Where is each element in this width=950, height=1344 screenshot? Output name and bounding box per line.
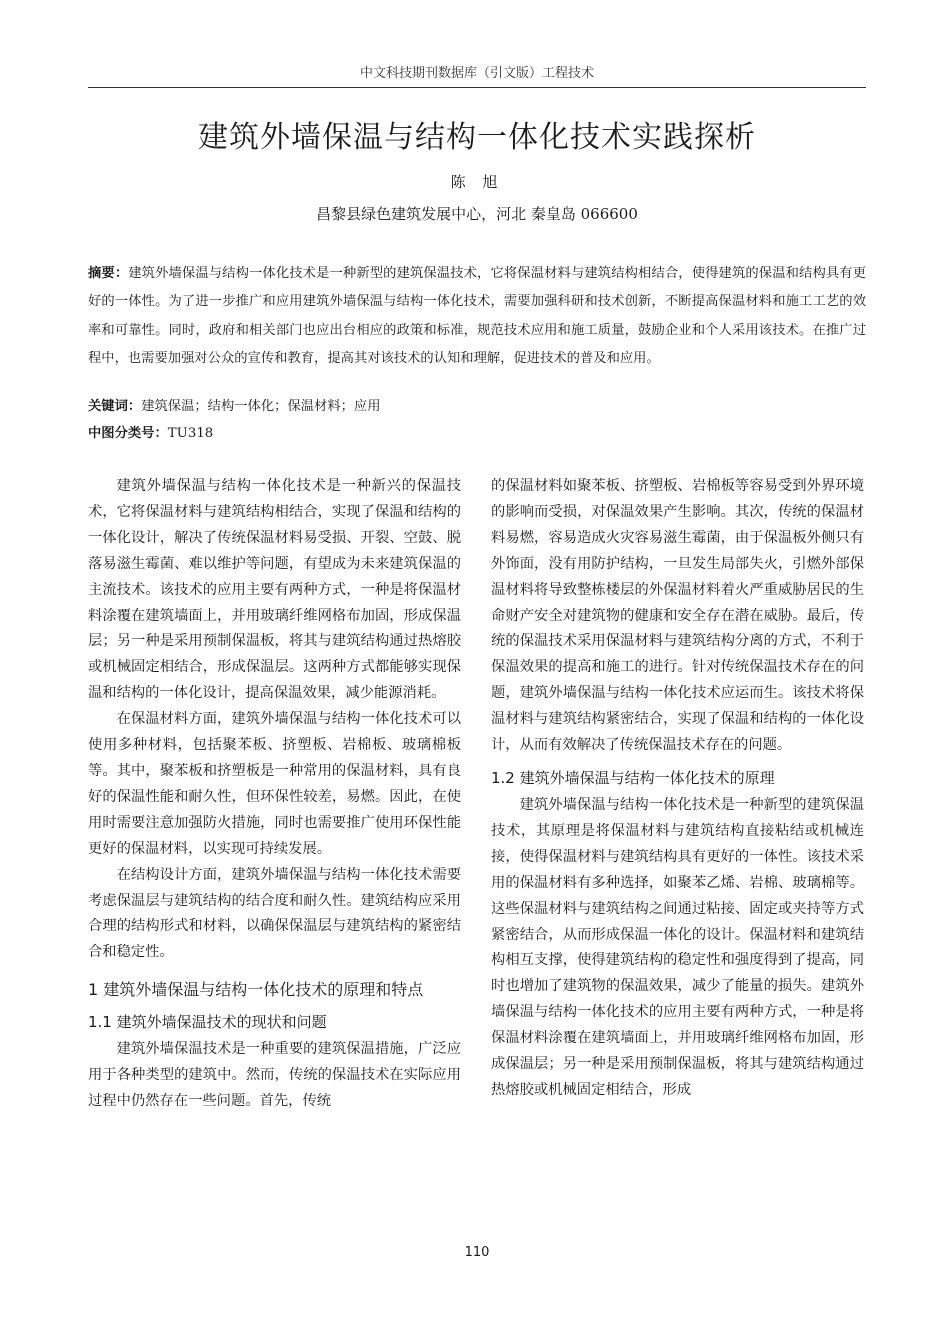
classification: [88, 420, 866, 448]
keywords: [88, 393, 866, 421]
body-paragraph: 建筑外墙保温与结构一体化技术是一种新兴的保温技术，它将保温材料与建筑结构相结合，实现了保温和结构的一体化设计，解决了传统保温材料易受损、开裂、空鼓、脱落易滋生霉菌、难以维护等问题，有望成为未来建筑保温的主流技术。该技术的应用主要有两种方式，一种是将保温材料涂覆在建筑墙面上，并用玻璃纤维网格布加固，形成保温层；另一种是采用预制保温板，将其与建筑结构通过热熔胶或机械固定相结合，形成保温层。这两种方式都能够实现保温和结构的一体化设计，提高保温效果，减少能源消耗。: [88, 478, 461, 702]
keywords-text: 建筑保温；结构一体化；保温材料；应用: [141, 399, 381, 414]
author: 陈 旭: [450, 173, 504, 191]
body-paragraph: 在结构设计方面，建筑外墙保温与结构一体化技术需要考虑保温层与建筑结构的结合度和耐久性。建筑结构应采用合理的结构形式和材料，以确保保温层与建筑结构的紧密结合和稳定性。: [88, 866, 461, 961]
body-paragraph: 的保温材料如聚苯板、挤塑板、岩棉板等容易受到外界环境的影响而受损，对保温效果产生影响。其次，传统的保温材料易燃，容易造成火灾容易滋生霉菌，由于保温板外侧只有外饰面，没有用防护结构，一旦发生局部失火，引燃外部保温材料将导致整栋楼层的外保温材料着火严重威胁居民的生命财产安全对建筑物的健康和安全存在潜在威胁。最后，传统的保温技术采用保温材料与建筑结构分离的方式，不利于保温效果的提高和施工的进行。针对传统保温技术存在的问题，建筑外墙保温与结构一体化技术应运而生。该技术将保温材料与建筑结构紧密结合，实现了保温和结构的一体化设计，从而有效解决了传统保温技术存在的问题。: [491, 478, 864, 754]
section-heading-1-1: 1.1 建筑外墙保温技术的现状和问题: [88, 1013, 327, 1032]
abstract-text: 建筑外墙保温与结构一体化技术是一种新型的建筑保温技术，它将保温材料与建筑结构相结合，使得建筑的保温和结构具有更好的一体性。为了进一步推广和应用建筑外墙保温与结构一体化技术，需要加强科研和技术创新，不断提高保温材料和施工工艺的效率和可靠性。同时，政府和相关部门也应出台相应的政策和标准，规范技术应用和施工质量，鼓励企业和个人采用该技术。在推广过程中，也需要加强对公众的宣传和教育，提高其对该技术的认知和理解，促进技术的普及和应用。: [88, 266, 867, 367]
keywords-label: 关键词：: [88, 399, 142, 414]
left-column: [88, 474, 461, 1115]
body-paragraph: 在保温材料方面，建筑外墙保温与结构一体化技术可以使用多种材料，包括聚苯板、挤塑板、岩棉板、玻璃棉板等。其中，聚苯板和挤塑板是一种常用的保温材料，具有良好的保温性能和耐久性，但环保性较差，易燃。因此，在使用时需要注意加强防火措施，同时也需要推广使用环保性能更好的保温材料，以实现可持续发展。: [88, 711, 461, 857]
body-paragraph: 建筑外墙保温技术是一种重要的建筑保温措施，广泛应用于各种类型的建筑中。然而，传统的保温技术在实际应用过程中仍然存在一些问题。首先，传统: [88, 1041, 461, 1110]
affiliation: 昌黎县绿色建筑发展中心，河北 秦皇岛 066600: [316, 205, 638, 223]
section-heading-1: 1 建筑外墙保温与结构一体化技术的原理和特点: [88, 980, 424, 1000]
body-paragraph: 建筑外墙保温与结构一体化技术是一种新型的建筑保温技术，其原理是将保温材料与建筑结构直接粘结或机械连接，使得保温材料与建筑结构具有更好的一体性。该技术采用的保温材料有多种选择，如聚苯乙烯、岩棉、玻璃棉等。这些保温材料与建筑结构之间通过粘接、固定或夹持等方式紧密结合，从而形成保温一体化的设计。保温材料和建筑结构相互支撑，使得建筑结构的稳定性和强度得到了提高，同时也增加了建筑物的保温效果，减少了能量的损失。建筑外墙保温与结构一体化技术的应用主要有两种方式，一种是将保温材料涂覆在建筑墙面上，并用玻璃纤维网格布加固，形成保温层；另一种是采用预制保温板，将其与建筑结构通过热熔胶或机械固定相结合，形成: [491, 796, 864, 1098]
abstract: [88, 260, 866, 374]
classification-code: TU318: [167, 426, 214, 441]
right-column: [491, 474, 864, 1104]
paper-title: 建筑外墙保温与结构一体化技术实践探析: [198, 120, 756, 155]
abstract-label: 摘要：: [88, 266, 129, 281]
header-rule: [88, 87, 866, 88]
page-number: 110: [464, 1245, 490, 1260]
running-header: 中文科技期刊数据库（引文版）工程技术: [359, 66, 594, 81]
section-heading-1-2: 1.2 建筑外墙保温与结构一体化技术的原理: [491, 768, 775, 787]
classification-label: 中图分类号：: [88, 426, 168, 441]
